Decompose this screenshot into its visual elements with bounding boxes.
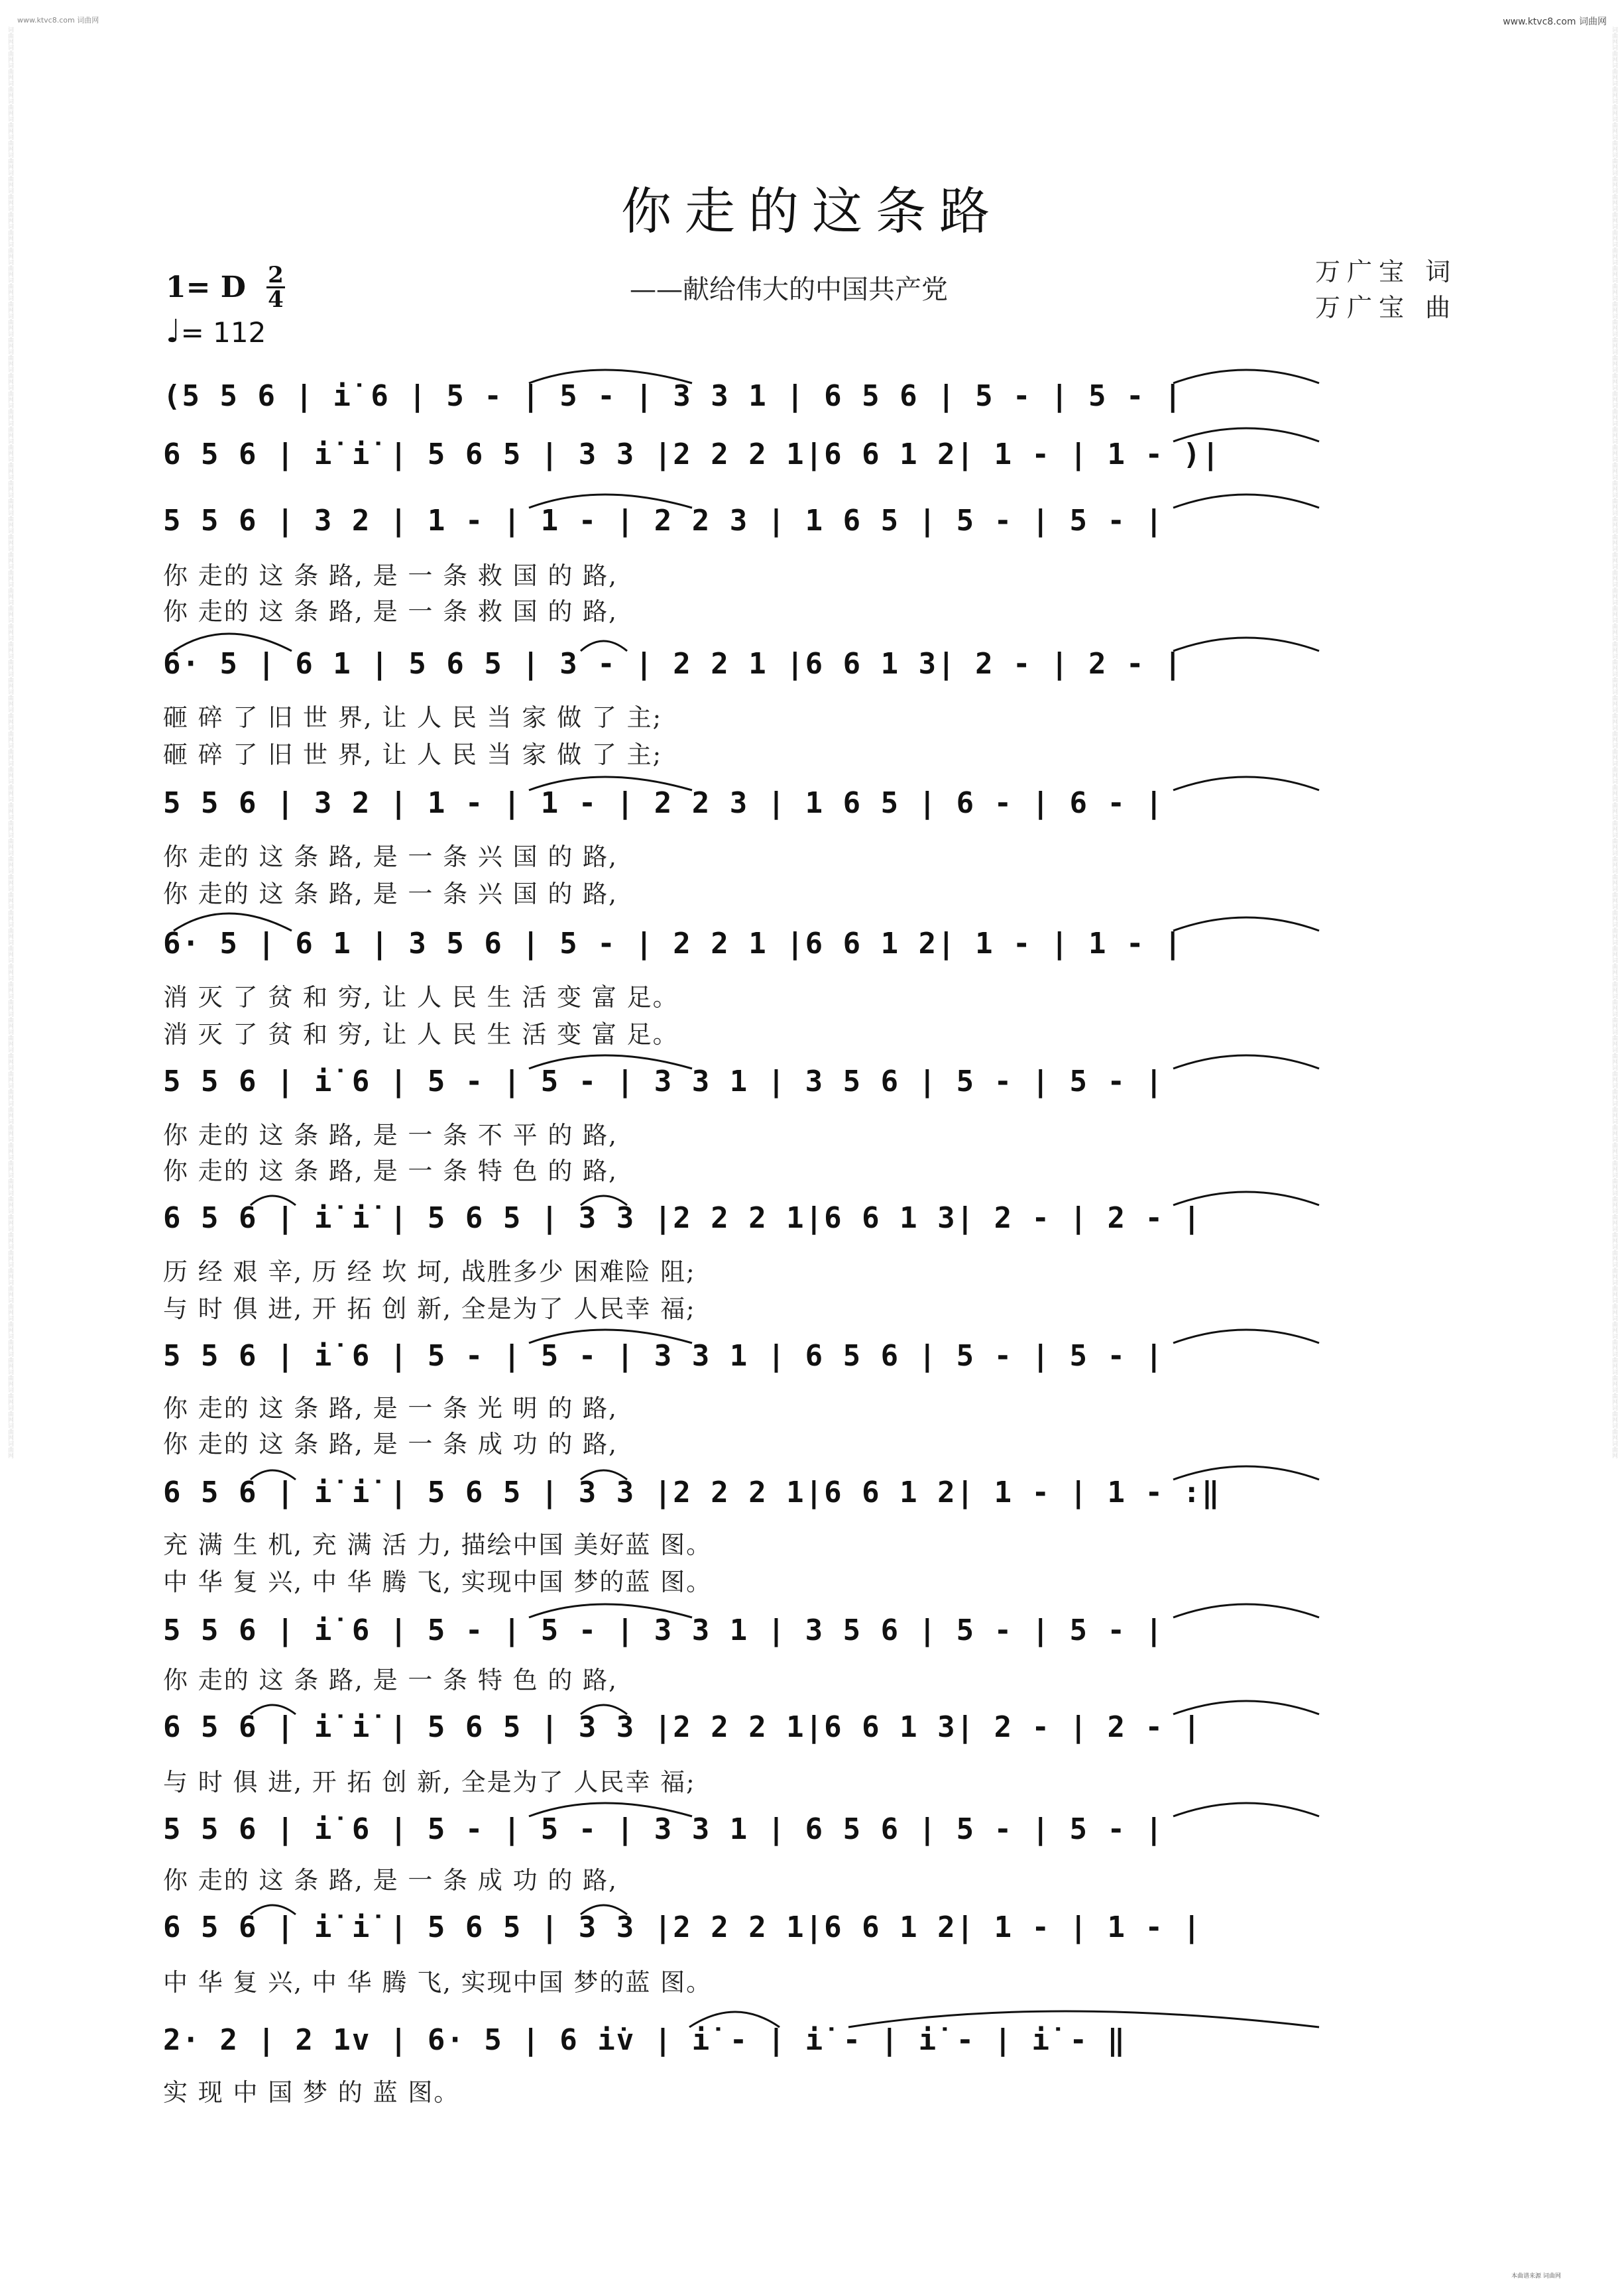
tie-arc [1173,638,1319,651]
lyric-line-12: 与 时 俱 进, 开 拓 创 新, 全是为了 人民幸 福; [163,1768,696,1796]
lyric-line-7-verse-1: 你 走的 这 条 路, 是 一 条 不 平 的 路, [163,1121,618,1149]
time-signature-top: 2 [268,262,284,288]
lyric-line-10-verse-1: 充 满 生 机, 充 满 活 力, 描绘中国 美好蓝 图。 [163,1531,713,1559]
slur-arc [581,1470,627,1480]
music-line-10: 6 5 6 | i̇ i̇ | 5 6 5 | 3 3 |2 2 2 1|6 6 1 2| 1 - | 1 - :‖ [163,1476,1221,1509]
tie-arc [529,370,692,383]
slur-arc [581,1905,627,1914]
lyric-line-6-verse-2: 消 灭 了 贫 和 穷, 让 人 民 生 活 变 富 足。 [163,1020,679,1049]
tie-arc [529,777,692,790]
music-line-15: 2· 2 | 2 1v | 6· 5 | 6 i̇v | i̇ - | i̇ - | i̇ - | i̇ - ‖ [163,2023,1127,2057]
key-signature: 1= D [166,270,246,304]
tie-arc [1173,1055,1319,1069]
lyric-line-3-verse-1: 你 走的 这 条 路, 是 一 条 救 国 的 路, [163,561,618,590]
lyric-line-10-verse-2: 中 华 复 兴, 中 华 腾 飞, 实现中国 梦的蓝 图。 [163,1568,713,1596]
quarter-note-icon: ♩ [166,313,181,350]
slur-arc [251,1470,296,1480]
right-watermark-strip: 词曲网词曲网词曲网词曲网词曲网词曲网词曲网词曲网词曲网词曲网词曲网词曲网词曲网词曲网词曲网词曲网词曲网词曲网词曲网词曲网词曲网词曲网词曲网词曲网词曲网词曲网词曲网词曲网词曲网词曲网词曲网词曲网词曲网词曲网词曲网词曲网词曲网词曲网词曲网词曲网词曲网词曲网词曲网词曲网词曲网词曲网词曲网词曲网词曲网词曲网词曲网词曲网词曲网词曲网词曲网词曲网词曲网词曲网词曲网词曲网词曲网词曲网词曲网词曲网词曲网词曲网词曲网词曲网词曲网词曲网词曲网词曲网词曲网词曲网词曲网词曲网词曲网词曲网词曲网词曲网 [1611,27,1617,1458]
lyric-line-8-verse-1: 历 经 艰 辛, 历 经 坎 坷, 战胜多少 困难险 阻; [163,1258,696,1286]
slur-arc [174,634,292,651]
footer-source-mark: 本曲谱来源 词曲网 [1511,2273,1561,2280]
lyric-line-9-verse-1: 你 走的 这 条 路, 是 一 条 光 明 的 路, [163,1394,618,1423]
top-left-site-mark: www.ktvc8.com 词曲网 [17,16,99,25]
slur-arc [174,913,292,931]
slur-arc [689,2012,780,2027]
music-line-9: 5 5 6 | i̇ 6 | 5 - | 5 - | 3 3 1 | 6 5 6 | 5 - | 5 - | [163,1339,1164,1373]
music-line-13: 5 5 6 | i̇ 6 | 5 - | 5 - | 3 3 1 | 6 5 6 | 5 - | 5 - | [163,1812,1164,1846]
tie-arc [1173,917,1319,931]
music-line-14: 6 5 6 | i̇ i̇ | 5 6 5 | 3 3 |2 2 2 1|6 6 1 2| 1 - | 1 - | [163,1910,1202,1944]
tie-arc [1173,1466,1319,1480]
music-line-3: 5 5 6 | 3 2 | 1 - | 1 - | 2 2 3 | 1 6 5 | 5 - | 5 - | [163,504,1164,538]
tie-arc [1173,370,1319,383]
top-right-site-mark: www.ktvc8.com 词曲网 [1503,17,1607,27]
composer: 万广宝 曲 [1315,293,1458,322]
tie-arc [1173,1701,1319,1714]
tie-arc [1173,1803,1319,1816]
tie-arc [529,1330,692,1343]
tie-arc [529,1604,692,1617]
song-subtitle: ——献给伟大的中国共产党 [630,274,948,305]
slur-arc [581,1196,627,1205]
lyric-line-3-verse-2: 你 走的 这 条 路, 是 一 条 救 国 的 路, [163,597,618,626]
tie-arc [529,1055,692,1069]
music-line-7: 5 5 6 | i̇ 6 | 5 - | 5 - | 3 3 1 | 3 5 6 | 5 - | 5 - | [163,1065,1164,1098]
song-title: 你走的这条路 [621,182,1003,241]
lyric-line-7-verse-2: 你 走的 这 条 路, 是 一 条 特 色 的 路, [163,1157,618,1185]
slur-arc [251,1705,296,1714]
lyric-line-4-verse-1: 砸 碎 了 旧 世 界, 让 人 民 当 家 做 了 主; [163,703,663,732]
lyric-line-5-verse-2: 你 走的 这 条 路, 是 一 条 兴 国 的 路, [163,880,618,908]
lyric-line-11: 你 走的 这 条 路, 是 一 条 特 色 的 路, [163,1666,618,1694]
tie-arc [848,2011,1319,2027]
tempo-value: = 112 [180,316,266,349]
lyric-line-14: 中 华 复 兴, 中 华 腾 飞, 实现中国 梦的蓝 图。 [163,1968,713,1997]
music-line-4: 6· 5 | 6 1 | 5 6 5 | 3 - | 2 2 1 |6 6 1 3| 2 - | 2 - | [163,647,1183,681]
tie-arc [1173,495,1319,508]
lyric-line-9-verse-2: 你 走的 这 条 路, 是 一 条 成 功 的 路, [163,1430,618,1458]
tie-arc [1173,1192,1319,1205]
tie-arc [1173,1604,1319,1617]
lyric-line-8-verse-2: 与 时 俱 进, 开 拓 创 新, 全是为了 人民幸 福; [163,1295,696,1323]
music-line-8: 6 5 6 | i̇ i̇ | 5 6 5 | 3 3 |2 2 2 1|6 6 1 3| 2 - | 2 - | [163,1201,1202,1235]
music-line-6: 6· 5 | 6 1 | 3 5 6 | 5 - | 2 2 1 |6 6 1 2| 1 - | 1 - | [163,927,1183,961]
slur-arc [581,1705,627,1714]
lyricist: 万广宝 词 [1315,257,1458,286]
left-watermark-strip: 词曲网词曲网词曲网词曲网词曲网词曲网词曲网词曲网词曲网词曲网词曲网词曲网词曲网词曲网词曲网词曲网词曲网词曲网词曲网词曲网词曲网词曲网词曲网词曲网词曲网词曲网词曲网词曲网词曲网词曲网词曲网词曲网词曲网词曲网词曲网词曲网词曲网词曲网词曲网词曲网词曲网词曲网词曲网词曲网词曲网词曲网词曲网词曲网词曲网词曲网词曲网词曲网词曲网词曲网词曲网词曲网词曲网词曲网词曲网词曲网词曲网词曲网词曲网词曲网词曲网词曲网词曲网词曲网词曲网词曲网词曲网词曲网词曲网词曲网词曲网词曲网词曲网词曲网词曲网词曲网 [7,27,13,1458]
slur-arc [251,1196,296,1205]
tie-arc [529,495,692,508]
music-line-1: (5 5 6 | i̇ 6 | 5 - | 5 - | 3 3 1 | 6 5 6 | 5 - | 5 - | [163,379,1183,413]
lyric-line-5-verse-1: 你 走的 这 条 路, 是 一 条 兴 国 的 路, [163,843,618,871]
lyric-line-15: 实 现 中 国 梦 的 蓝 图。 [163,2078,460,2107]
time-signature-bottom: 4 [268,286,284,313]
lyric-line-13: 你 走的 这 条 路, 是 一 条 成 功 的 路, [163,1866,618,1895]
music-line-5: 5 5 6 | 3 2 | 1 - | 1 - | 2 2 3 | 1 6 5 | 6 - | 6 - | [163,786,1164,820]
music-line-12: 6 5 6 | i̇ i̇ | 5 6 5 | 3 3 |2 2 2 1|6 6 1 3| 2 - | 2 - | [163,1710,1202,1744]
music-line-2: 6 5 6 | i̇ i̇ | 5 6 5 | 3 3 |2 2 2 1|6 6 1 2| 1 - | 1 - )| [163,438,1221,471]
lyric-line-6-verse-1: 消 灭 了 贫 和 穷, 让 人 民 生 活 变 富 足。 [163,983,679,1012]
tie-arc [529,1803,692,1816]
tie-arc [1173,428,1319,441]
lyric-line-4-verse-2: 砸 碎 了 旧 世 界, 让 人 民 当 家 做 了 主; [163,740,663,769]
tie-arc [1173,1330,1319,1343]
tie-arc [1173,777,1319,790]
music-line-11: 5 5 6 | i̇ 6 | 5 - | 5 - | 3 3 1 | 3 5 6 | 5 - | 5 - | [163,1613,1164,1647]
slur-arc [251,1905,296,1914]
slur-arc [581,641,627,651]
